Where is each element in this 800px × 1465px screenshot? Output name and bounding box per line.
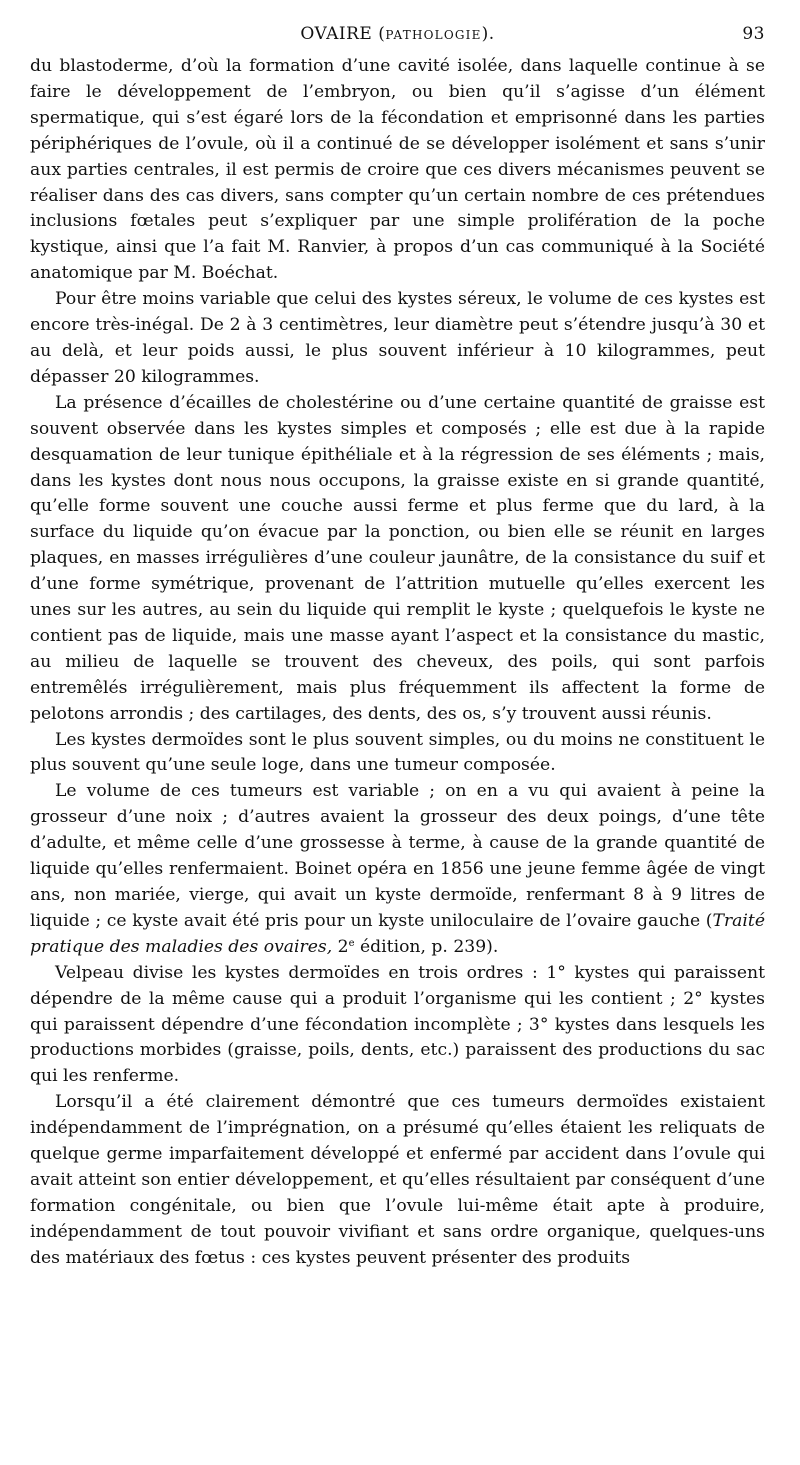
document-page [30, 24, 765, 1272]
running-title-main: OVAIRE ( [300, 24, 386, 44]
paragraph-5 [30, 779, 765, 960]
paragraph-2: Pour être moins variable que celui des kystes séreux, le volume de ces kystes est encore très-inégal. De 2 à 3 centimètres, leur diamètre peut s’étendre jusqu’à 30 et au delà, et leur poids aussi, le plus souvent inférieur à 10 kilogrammes, peut dépasser 20 kilogrammes. [30, 289, 765, 387]
edition-superscript: e [348, 937, 355, 949]
page-number: 93 [742, 24, 765, 44]
paragraph-3: La présence d’écailles de cholestérine ou d’une certaine quantité de graisse est souvent observée dans les kystes simples et composés ; elle est due à la rapide desquamation de leur tunique épithéliale et à la régression de ses éléments ; mais, dans les kystes dont nous nous occupons, la graisse existe en si grande quantité, qu’elle forme souvent une couche aussi ferme et plus ferme que du lard, à la surface du liquide qu’on évacue par la ponction, ou bien elle se réunit en larges plaques, en masses irrégulières d’une couleur jaunâtre, de la consistance du suif et d’une forme symétrique, provenant de l’attrition mutuelle qu’elles exercent les unes sur les autres, au sein du liquide qui remplit le kyste ; quelquefois le kyste ne contient pas de liquide, mais une masse ayant l’aspect et la consistance du mastic, au milieu de laquelle se trouvent des cheveux, des poils, qui sont parfois entremêlés irrégulièrement, mais plus fréquemment ils affectent la forme de pelotons arrondis ; des cartilages, des dents, des os, s’y trouvent aussi réunis. [30, 392, 765, 724]
running-header [30, 24, 765, 50]
paragraph-1: du blastoderme, d’où la formation d’une cavité isolée, dans laquelle continue à se faire le développement de l’embryon, ou bien qu’il s’agisse d’un élément spermatique, qui s’est égaré lors de la fécondation et emprisonné dans les parties périphériques de l’ovule, où il a continué de se développer isolément et sans s’unir aux parties centrales, il est permis de croire que ces divers mécanismes peuvent se réaliser dans des cas divers, sans compter qu’un certain nombre de ces prétendues inclusions fœtales peut s’expliquer par une simple prolifération de la poche kystique, ainsi que l’a fait M. Ranvier, à propos d’un cas communiqué à la Société anatomique par M. Boéchat. [30, 56, 765, 284]
running-title-small-caps: PATHOLOGIE [385, 28, 482, 42]
running-title [30, 24, 765, 44]
book-title: Traité pratique des maladies des ovaires, [30, 910, 765, 957]
paragraph-4: Les kystes dermoïdes sont le plus souvent simples, ou du moins ne constituent le plus souvent qu’une seule loge, dans une tumeur composée. [30, 729, 765, 776]
paragraph-7: Lorsqu’il a été clairement démontré que ces tumeurs dermoïdes existaient indépendamment de l’imprégnation, on a présumé qu’elles étaient les reliquats de quelque germe imparfaitement développé et enfermé par accident dans l’ovule qui avait atteint son entier développement, et qu’elles résultaient par conséquent d’une formation congénitale, ou bien que l’ovule lui-même était apte à produire, indépendamment de tout pouvoir vivifiant et sans ordre organique, quelques-uns des matériaux des fœtus : ces kystes peuvent présenter des produits [30, 1092, 765, 1268]
paragraph-5-edition-number: 2 [332, 936, 349, 957]
running-title-end: ). [481, 24, 495, 44]
paragraph-5-text-after: édition, p. 239). [354, 936, 499, 957]
body-text [30, 54, 765, 1272]
paragraph-5-text-before: Le volume de ces tumeurs est variable ; on en a vu qui avaient à peine la grosseur d’une noix ; d’autres avaient la grosseur des deux poings, d’une tête d’adulte, et même celle d’une grossesse à terme, à cause de la grande quantité de liquide qu’elles renfermaient. Boinet opéra en 1856 une jeune femme âgée de vingt ans, non mariée, vierge, qui avait un kyste dermoïde, renfermant 8 à 9 litres de liquide ; ce kyste avait été pris pour un kyste uniloculaire de l’ovaire gauche ( [30, 781, 765, 931]
paragraph-6: Velpeau divise les kystes dermoïdes en trois ordres : 1° kystes qui paraissent dépendre de la même cause qui a produit l’organisme qui les contient ; 2° kystes qui paraissent dépendre d’une fécondation incomplète ; 3° kystes dans lesquels les productions morbides (graisse, poils, dents, etc.) paraissent des productions du sac qui les renferme. [30, 962, 765, 1087]
